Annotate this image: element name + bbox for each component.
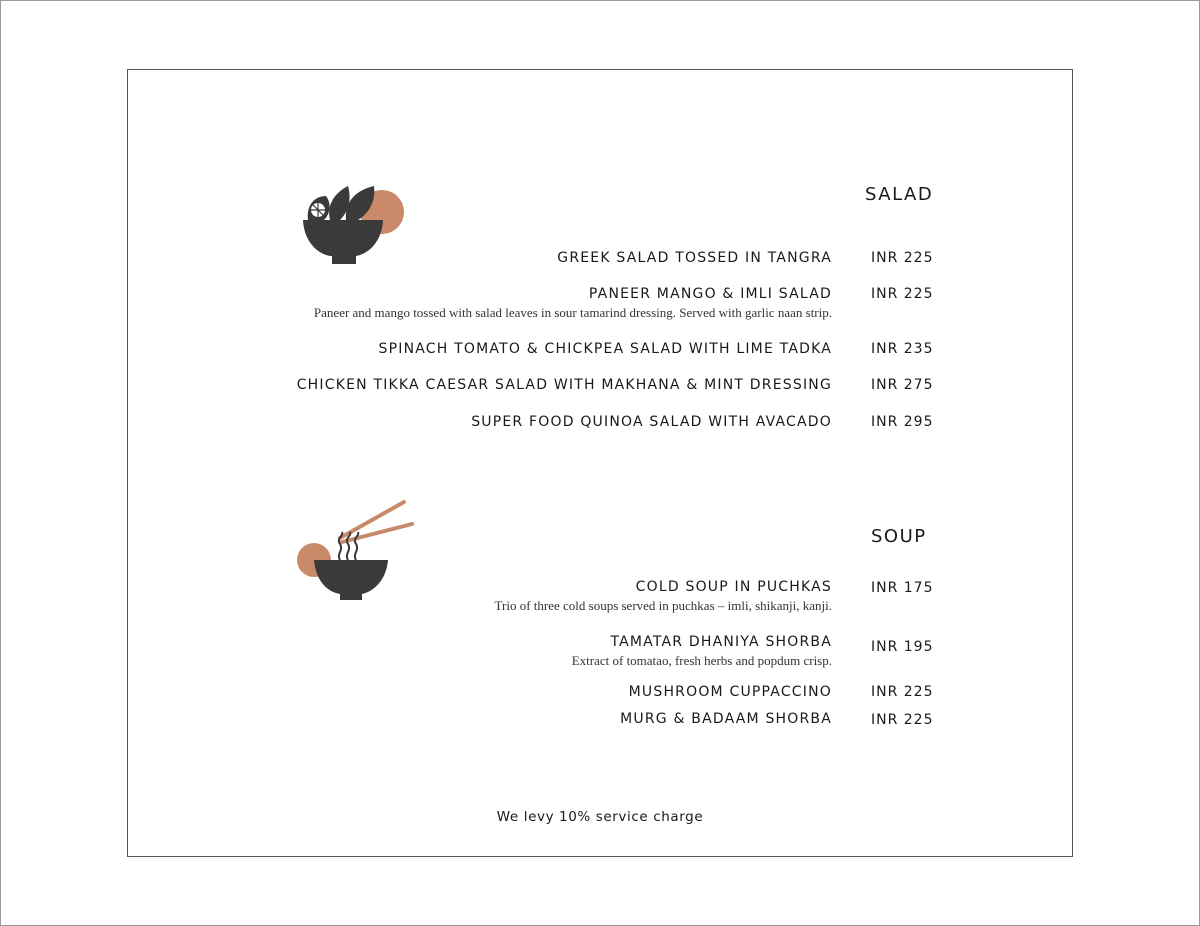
soup-item-1-price: INR 175 xyxy=(871,580,934,596)
soup-item-4-name: MURG & BADAAM SHORBA xyxy=(620,711,832,727)
soup-item-1-name: COLD SOUP IN PUCHKAS xyxy=(635,579,832,595)
salad-item-5-price: INR 295 xyxy=(871,414,934,430)
service-charge-note: We levy 10% service charge xyxy=(496,809,704,825)
soup-item-1-description: Trio of three cold soups served in puchkas – imli, shikanji, kanji. xyxy=(494,598,832,613)
soup-item-2-name: TAMATAR DHANIYA SHORBA xyxy=(610,634,832,650)
soup-item-2-price: INR 195 xyxy=(871,639,934,655)
soup-item-4-price: INR 225 xyxy=(871,712,934,728)
salad-item-4-name: CHICKEN TIKKA CAESAR SALAD WITH MAKHANA & MINT DRESSING xyxy=(296,377,832,393)
salad-bowl-icon xyxy=(300,184,406,266)
soup-title: SOUP xyxy=(871,526,927,547)
salad-title: SALAD xyxy=(865,184,934,205)
salad-item-3-price: INR 235 xyxy=(871,341,934,357)
salad-item-2-description: Paneer and mango tossed with salad leaves in sour tamarind dressing. Served with garlic naan strip. xyxy=(313,305,832,320)
salad-item-4-price: INR 275 xyxy=(871,377,934,393)
salad-item-1-price: INR 225 xyxy=(871,250,934,266)
soup-item-2-description: Extract of tomatao, fresh herbs and popdum crisp. xyxy=(571,653,832,668)
noodle-bowl-icon xyxy=(296,498,416,602)
salad-item-2-name: PANEER MANGO & IMLI SALAD xyxy=(588,286,832,302)
salad-item-1-name: GREEK SALAD TOSSED IN TANGRA xyxy=(557,250,832,266)
salad-item-3-name: SPINACH TOMATO & CHICKPEA SALAD WITH LIME TADKA xyxy=(378,341,832,357)
salad-item-2-price: INR 225 xyxy=(871,286,934,302)
soup-item-3-price: INR 225 xyxy=(871,684,934,700)
salad-item-5-name: SUPER FOOD QUINOA SALAD WITH AVACADO xyxy=(471,414,832,430)
soup-item-3-name: MUSHROOM CUPPACCINO xyxy=(628,684,832,700)
